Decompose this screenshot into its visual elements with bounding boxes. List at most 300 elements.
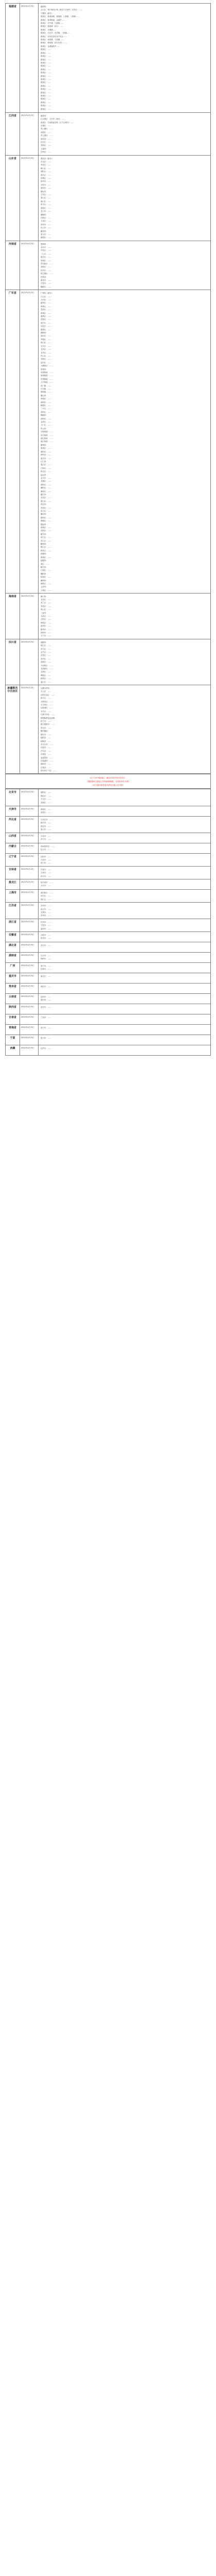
area-list-cell [39, 1045, 210, 1055]
area-line: 莱山区：…… [41, 197, 51, 199]
province-name: 北京市 [8, 791, 16, 794]
area-line: 芝罘区：…… [41, 194, 51, 196]
province-cell [6, 890, 20, 902]
province-cell [6, 685, 20, 773]
area-line: 环翠区：…… [41, 216, 51, 219]
area-line: 长安镇：…… [41, 387, 51, 390]
area-line: 蓬江区：…… [41, 464, 51, 466]
area-line: 德宏州：…… [41, 999, 51, 1002]
province-cell [6, 994, 20, 1004]
time-cell [20, 942, 39, 952]
area-line: 源城区：…… [41, 556, 51, 558]
update-time: 2022年4月23日 [21, 904, 34, 907]
area-line: 达坂城区：…… [41, 707, 53, 709]
area-line: 蕉城区：…… [41, 81, 51, 84]
table-row [6, 902, 210, 919]
area-line: 清新区：…… [41, 530, 51, 532]
area-line: 航空港区：…… [41, 273, 53, 275]
update-time: 2022年4月23日 [21, 920, 34, 923]
area-line: 南宁市：…… [41, 964, 51, 967]
table-row [6, 1024, 210, 1035]
area-line: 沙依巴克区：…… [41, 693, 55, 696]
city-heading: 郑州市： [41, 243, 48, 245]
area-list-cell [39, 113, 210, 155]
city-heading: 梅州市： [41, 543, 48, 546]
area-line: 蓬莱区：…… [41, 207, 51, 209]
area-line: 包头市：…… [41, 848, 51, 851]
time-cell [20, 594, 39, 639]
area-line: 蕉城区：…… [41, 75, 51, 77]
area-line: 文登区：…… [41, 220, 51, 223]
notice-line: 以下为中风险地区（截至2022年4月23日） [90, 777, 126, 779]
table-row [6, 879, 210, 889]
table-row [6, 1035, 210, 1045]
time-cell [20, 994, 39, 1004]
area-line: 青羊区：…… [41, 648, 51, 650]
area-line: 万江街道：…… [41, 381, 53, 384]
time-cell [20, 685, 39, 773]
area-line: 西城区：…… [41, 801, 51, 804]
area-line: 从化区：…… [41, 325, 51, 328]
area-line: 秀英区：…… [41, 605, 51, 607]
area-line: 西安市：…… [41, 1006, 51, 1008]
area-line: 蕉城区：蕉城街道、金涵乡…… [41, 19, 65, 21]
area-line: 合肥市：…… [41, 934, 51, 936]
time-cell [20, 789, 39, 806]
time-cell [20, 113, 39, 155]
area-line: 禹州市：…… [41, 279, 51, 282]
city-heading: 云浮市： [41, 586, 48, 588]
area-line: 南昌县：…… [41, 138, 51, 140]
area-line: 市北区：…… [41, 161, 51, 163]
province-cell [6, 1025, 20, 1035]
area-line: 长沙市：…… [41, 954, 51, 957]
update-time: 2022年4月23日 [21, 974, 34, 977]
area-line: 管城区：…… [41, 259, 51, 262]
area-line: 福田区：…… [41, 335, 51, 337]
area-list-cell [39, 942, 210, 952]
province-name: 贵州省 [8, 985, 16, 988]
area-line: 湘桥区：…… [41, 582, 51, 585]
high-risk-table [5, 3, 211, 774]
province-name: 福建省 [8, 5, 16, 8]
update-time: 2022年4月23日 [21, 242, 34, 245]
area-line: 蕉城区：赤溪镇…… [41, 28, 57, 31]
update-time: 2022年4月23日 [21, 640, 34, 643]
area-line: 江城区：…… [41, 569, 51, 572]
area-line: 博罗县：…… [41, 454, 51, 456]
update-time: 2022年4月23日 [21, 595, 34, 597]
update-time: 2022年4月23日 [21, 868, 34, 870]
area-line: 大连市：…… [41, 858, 51, 861]
area-line: 贵阳市：…… [41, 985, 51, 988]
area-line: 番禺区：…… [41, 315, 51, 318]
table-row [6, 983, 210, 993]
area-line: 泽普县：…… [41, 747, 51, 749]
area-line: 疏勒县：…… [41, 740, 51, 742]
area-line: 苏州市：…… [41, 905, 51, 907]
area-line: 太原市：…… [41, 835, 51, 837]
area-line: 荣成市：…… [41, 223, 51, 226]
area-line: 龙华区：…… [41, 351, 51, 354]
area-line: 坪山区：…… [41, 354, 51, 357]
city-heading: 珠海市： [41, 414, 48, 417]
area-line: 温江区：…… [41, 681, 51, 683]
area-line: 魏都区：…… [41, 285, 51, 288]
province-name: 浙江省 [8, 920, 16, 924]
area-line: 塔什库尔干县：…… [41, 770, 57, 772]
province-name: 宁夏 [10, 1036, 15, 1040]
area-line: 银川市：…… [41, 1037, 51, 1039]
province-cell [6, 867, 20, 879]
area-line: 蕉城区：…… [41, 72, 51, 74]
city-heading: 河源市： [41, 553, 48, 555]
city-heading: 成都市： [41, 641, 48, 643]
area-line: 蕉城区：石后乡、虎贝镇、三都镇…… [41, 32, 70, 35]
city-heading: 许昌市： [41, 276, 48, 278]
area-line: 南海区：…… [41, 401, 51, 403]
time-cell [20, 879, 39, 889]
update-time: 2022年4月23日 [21, 1026, 34, 1028]
area-line: 琼海市：…… [41, 632, 51, 634]
area-list-cell [39, 973, 210, 983]
area-line: 成华区：…… [41, 657, 51, 660]
table-row [6, 639, 210, 685]
area-line: 赤坎区：…… [41, 497, 51, 499]
area-line: 平度市：…… [41, 183, 51, 186]
area-line: 福山区：…… [41, 200, 51, 202]
area-line: 新都区：…… [41, 677, 51, 680]
area-line: 桂林市：…… [41, 968, 51, 971]
area-line: 蕉城区：…… [41, 65, 51, 67]
area-line: 潮南区：…… [41, 490, 51, 493]
table-row [6, 919, 210, 931]
area-line: 海珠区：…… [41, 305, 51, 308]
area-line: 蕉城区：…… [41, 68, 51, 71]
update-time: 2022年4月23日 [21, 844, 34, 847]
area-line: 徐汇区：…… [41, 898, 51, 901]
area-list-cell [39, 806, 210, 816]
area-list-cell [39, 789, 210, 806]
city-heading: 汕头市： [41, 473, 48, 476]
table-row [6, 866, 210, 879]
province-name: 江西省 [8, 114, 16, 117]
area-line: 新市区：…… [41, 697, 51, 700]
area-list-cell [39, 984, 210, 993]
area-line: 城阳区：…… [41, 171, 51, 173]
update-time: 2022年4月23日 [21, 933, 34, 936]
update-time: 2022年4月23日 [21, 954, 34, 956]
area-line: 梅江区：…… [41, 546, 51, 549]
area-line: 廊坊市：…… [41, 822, 51, 824]
area-line: 东城街道：…… [41, 378, 53, 380]
area-line: 龙湖区：…… [41, 480, 51, 483]
province-name: 新疆维吾尔自治区 [7, 687, 18, 693]
time-cell [20, 1035, 39, 1045]
city-heading: 清远市： [41, 523, 48, 526]
area-line: 米东区：…… [41, 710, 51, 713]
area-line: 厚街镇：…… [41, 391, 51, 394]
province-cell [6, 963, 20, 973]
area-list-cell [39, 4, 210, 112]
city-heading: 揭阳市： [41, 572, 48, 575]
time-cell [20, 919, 39, 931]
area-list-cell [39, 639, 210, 685]
area-line: 禅城区：…… [41, 398, 51, 400]
area-line: 南京市：…… [41, 908, 51, 910]
area-line: 蕉城区：…… [41, 48, 51, 51]
area-line: 株洲市：…… [41, 958, 51, 960]
area-line: 惠济区：…… [41, 256, 51, 259]
area-list-cell [39, 241, 210, 290]
table-row [6, 993, 210, 1004]
area-line: 闵行区：…… [41, 895, 51, 897]
area-list-cell [39, 685, 210, 773]
area-line: 西湖区：…… [41, 131, 51, 133]
area-line: 营口市：…… [41, 862, 51, 865]
city-heading: 佛山市： [41, 394, 48, 397]
area-line: 盐田区：…… [41, 361, 51, 364]
area-list-cell [39, 932, 210, 942]
city-heading: 三亚市： [41, 612, 48, 614]
area-list-cell [39, 879, 210, 889]
update-time: 2022年4月23日 [21, 807, 34, 810]
area-line: 西区街道：…… [41, 437, 53, 440]
time-cell [20, 156, 39, 241]
table-row [6, 4, 210, 112]
area-line: 大庆市：…… [41, 885, 51, 887]
area-list-cell [39, 290, 210, 592]
time-cell [20, 639, 39, 685]
area-line: 大鹏新区：…… [41, 365, 53, 367]
area-line: 昆明市：…… [41, 995, 51, 998]
time-cell [20, 1025, 39, 1035]
city-heading: 惠州市： [41, 444, 48, 446]
area-list-cell [39, 817, 210, 833]
area-line: 黄埔区：…… [41, 312, 51, 314]
province-cell [6, 789, 20, 806]
table-row [6, 789, 210, 806]
area-line: 蕉城区：…… [41, 78, 51, 80]
update-time: 2022年4月23日 [21, 995, 34, 997]
city-heading: 茂名市： [41, 503, 48, 506]
update-time: 2022年4月23日 [21, 5, 34, 7]
area-line: 霞山区：…… [41, 500, 51, 502]
area-line: 信州区：…… [41, 151, 51, 154]
province-cell [6, 919, 20, 931]
area-line: 武汉市：…… [41, 944, 51, 946]
area-line: 晋中市：…… [41, 838, 51, 840]
area-line: 惠城区：…… [41, 447, 51, 450]
province-name: 甘肃省 [8, 1015, 16, 1019]
area-line: 经开区：…… [41, 141, 51, 144]
area-line: 蕉城区：…… [41, 88, 51, 91]
table-row [6, 241, 210, 290]
area-line: 锦江区：…… [41, 645, 51, 647]
area-line: 龙泉驿区：…… [41, 668, 53, 670]
area-line: 新会区：…… [41, 470, 51, 473]
city-heading: 喀什地区： [41, 730, 49, 733]
table-row [6, 889, 210, 902]
city-heading: 威海市： [41, 213, 48, 216]
area-line: 高新区：…… [41, 661, 51, 664]
area-line: 崂山区：…… [41, 167, 51, 170]
city-heading: 阳江市： [41, 566, 48, 568]
area-line: 胶州市：…… [41, 180, 51, 183]
area-line: 朝阳区：…… [41, 791, 51, 794]
area-list-cell [39, 1004, 210, 1014]
area-line: 石家庄市：…… [41, 818, 53, 821]
area-line: 蕉城区：…… [41, 84, 51, 87]
table-row [6, 843, 210, 853]
time-cell [20, 833, 39, 843]
table-row [6, 290, 210, 592]
time-cell [20, 4, 39, 112]
city-heading: 深圳市： [41, 332, 48, 334]
province-cell [6, 953, 20, 962]
medium-risk-table [5, 789, 211, 1056]
area-line: 蕉城区：…… [41, 61, 51, 64]
area-line: 伊宁市：…… [41, 720, 51, 723]
province-cell [6, 932, 20, 942]
area-line: 黄岛区：…… [41, 174, 51, 176]
area-line: 二七区：…… [41, 252, 51, 255]
area-line: 蕉城区：…… [41, 91, 51, 94]
update-time: 2022年4月23日 [21, 943, 34, 946]
area-line: 岳普湖县：…… [41, 759, 53, 762]
update-time: 2022年4月23日 [21, 891, 34, 893]
province-cell [6, 973, 20, 983]
area-line: 茂南区：…… [41, 506, 51, 509]
city-heading: 中山市： [41, 427, 48, 430]
area-line: 东湖区：…… [41, 125, 51, 127]
time-cell [20, 817, 39, 833]
area-line: 鼎湖区：…… [41, 520, 51, 522]
area-line: 浦东新区：…… [41, 891, 53, 894]
area-line: 美兰区：…… [41, 602, 51, 604]
area-line: 龙华区：…… [41, 599, 51, 601]
time-cell [20, 843, 39, 853]
area-line: 南城街道：…… [41, 375, 53, 377]
province-name: 上海市 [8, 891, 16, 894]
area-line: 李沧区：…… [41, 164, 51, 166]
area-line: 蕉城区：…… [41, 105, 51, 107]
area-line: 中原区：…… [41, 249, 51, 252]
area-line: 青山湖区：…… [41, 128, 53, 130]
province-cell [6, 984, 20, 993]
table-row [6, 806, 210, 816]
time-cell [20, 290, 39, 592]
table-row [6, 952, 210, 962]
area-line: 蕉城区：蕉城南路、城南镇、七都镇、八都镇…… [41, 15, 79, 18]
area-line: 潍城区：…… [41, 236, 51, 239]
area-line: 新建区：长堎街道各路（以下区域外）…… [41, 121, 74, 124]
city-heading: 福州市： [41, 6, 48, 8]
province-name: 海南省 [8, 595, 16, 598]
area-line: 金牛区：…… [41, 651, 51, 654]
province-cell [6, 594, 20, 639]
area-list-cell [39, 833, 210, 843]
area-line: 红谷滩区：卫东村（新房）…… [41, 118, 65, 121]
province-name: 内蒙古 [8, 844, 16, 848]
time-cell [20, 867, 39, 879]
area-list-cell [39, 867, 210, 879]
province-cell [6, 113, 20, 155]
area-line: 蕉城区：…… [41, 101, 51, 104]
province-name: 黑龙江 [8, 880, 16, 884]
table-row [6, 685, 210, 773]
area-line: 天府新区：…… [41, 664, 53, 667]
table-row [6, 942, 210, 952]
province-name: 天津市 [8, 807, 16, 811]
city-heading: 肇庆市： [41, 513, 48, 516]
area-line: 越秀区：…… [41, 302, 51, 304]
area-line: 武侯区：…… [41, 654, 51, 657]
update-time: 2022年4月23日 [21, 1015, 34, 1018]
update-time: 2022年4月23日 [21, 114, 34, 116]
city-heading: 乌鲁木齐市： [41, 687, 51, 689]
province-name: 广西 [10, 964, 15, 968]
area-line: 西青区：…… [41, 811, 51, 814]
update-time: 2022年4月23日 [21, 292, 34, 294]
city-heading: 上饶市： [41, 147, 48, 150]
area-line: 花都区：…… [41, 318, 51, 321]
city-heading: 潮州市： [41, 579, 48, 582]
province-cell [6, 4, 20, 112]
area-line: 无锡市：…… [41, 911, 51, 913]
area-list-cell [39, 1014, 210, 1024]
table-row [6, 973, 210, 983]
province-cell [6, 879, 20, 889]
area-line: 蕉城区：…… [41, 98, 51, 100]
area-line: 香洲区：…… [41, 417, 51, 420]
area-line: 三水区：…… [41, 408, 51, 410]
area-line: 经开区：…… [41, 269, 51, 272]
time-cell [20, 984, 39, 993]
area-line: 唐山市：…… [41, 828, 51, 831]
province-name: 湖北省 [8, 943, 16, 947]
area-line: 澄海区：…… [41, 483, 51, 486]
time-cell [20, 1014, 39, 1024]
area-list-cell [39, 903, 210, 919]
province-cell [6, 156, 20, 241]
province-name: 湖南省 [8, 954, 16, 957]
area-line: 城区：…… [41, 563, 49, 565]
area-line: 蕉城区：…… [41, 55, 51, 58]
area-line: 高明区：…… [41, 411, 51, 413]
area-line: 龙口市：…… [41, 210, 51, 213]
table-row [6, 853, 210, 866]
update-time: 2022年4月23日 [21, 964, 34, 967]
area-line: 光明区：…… [41, 358, 51, 361]
area-line: 哈尔滨市：…… [41, 881, 53, 884]
area-line: 呼和浩特市：…… [41, 845, 55, 848]
time-cell [20, 932, 39, 942]
table-row [6, 816, 210, 833]
area-line: 石岐街道：…… [41, 431, 53, 433]
area-line: 南区街道：…… [41, 440, 53, 443]
province-name: 河南省 [8, 242, 16, 246]
province-name: 西藏 [10, 1046, 15, 1050]
table-row [6, 1014, 210, 1024]
area-line: 莱西市：…… [41, 187, 51, 190]
area-line: 吉阳区：…… [41, 618, 51, 621]
area-line: 莞城街道：…… [41, 371, 53, 374]
province-cell [6, 833, 20, 843]
area-line: 天涯区：…… [41, 615, 51, 618]
area-line: 南山区：…… [41, 342, 51, 344]
province-name: 辽宁省 [8, 855, 16, 858]
